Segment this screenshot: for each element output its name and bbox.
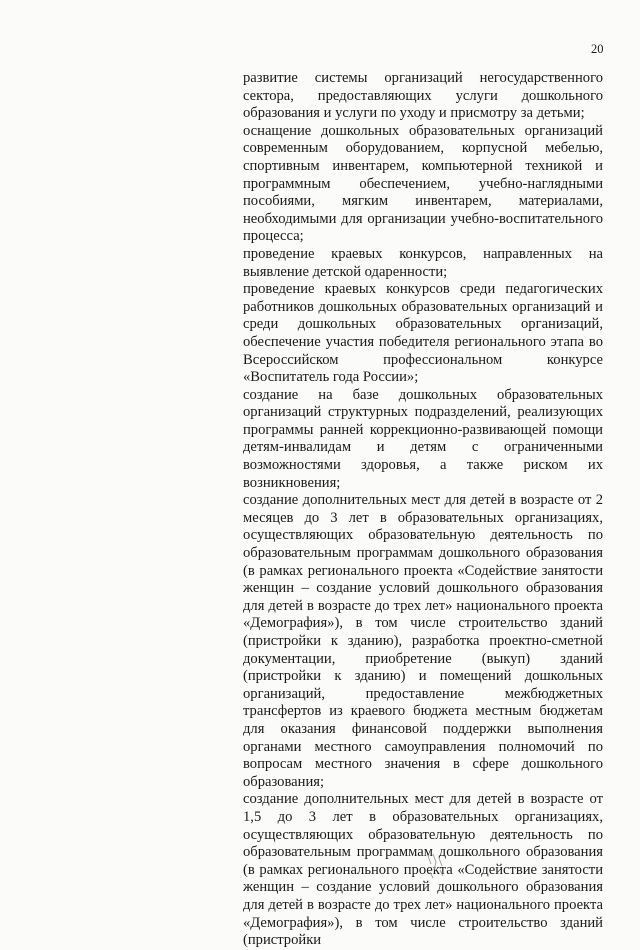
paragraph-teacher-contests: проведение краевых конкурсов среди педагогических работников дошкольных образовательных организаций и среди дошкольных образовательных организаций, обеспечение участия победителя регионального этапа во Всероссийском профессиональном конкурсе «Воспитатель года России»; (243, 281, 603, 386)
paragraph-places-1-5-years: создание дополнительных мест для детей в возрасте от 1,5 до 3 лет в образовательных организациях, осуществляющих образовательную деятельность по образовательным программам дошкольного образования (в рамках регионального проекта «Содействие занятости женщин – создание условий дошкольного образования для детей в возрасте до трех лет» национального проекта «Демография»), в том числе строительство зданий (пристройки (243, 791, 603, 949)
paragraph-places-2-months: создание дополнительных мест для детей в возрасте от 2 месяцев до 3 лет в образовательных организациях, осуществляющих образовательную деятельность по образовательным программам дошкольного образования (в рамках регионального проекта «Содействие занятости женщин – создание условий дошкольного образования для детей в возрасте до трех лет» национального проекта «Демография»), в том числе строительство зданий (пристройки к зданию), разработка проектно-сметной документации, приобретение (выкуп) зданий (пристройки к зданию) и помещений дошкольных организаций, предоставление межбюджетных трансфертов из краевого бюджета местным бюджетам для оказания финансовой поддержки выполнения органами местного самоуправления полномочий по вопросам местного значения в сфере дошкольного образования; (243, 492, 603, 790)
page-number: 20 (591, 42, 604, 56)
document-body (243, 70, 603, 950)
scan-artifact (425, 852, 447, 880)
paragraph-equipment: оснащение дошкольных образовательных организаций современным оборудованием, корпусной мебелью, спортивным инвентарем, компьютерной техникой и программным обеспечением, учебно-наглядными пособиями, мягким инвентарем, материалами, необходимыми для организации учебно-воспитательного процесса; (243, 122, 603, 245)
paragraph-correction-units: создание на базе дошкольных образовательных организаций структурных подразделений, реализующих программы ранней коррекционно-развивающей помощи детям-инвалидам и детям с ограниченными возможностями здоровья, а также риском их возникновения; (243, 386, 603, 491)
paragraph-talent-contests: проведение краевых конкурсов, направленных на выявление детской одаренности; (243, 245, 603, 280)
paragraph-private-sector: развитие системы организаций негосударственного сектора, предоставляющих услуги дошкольного образования и услуги по уходу и присмотру за детьми; (243, 70, 603, 122)
